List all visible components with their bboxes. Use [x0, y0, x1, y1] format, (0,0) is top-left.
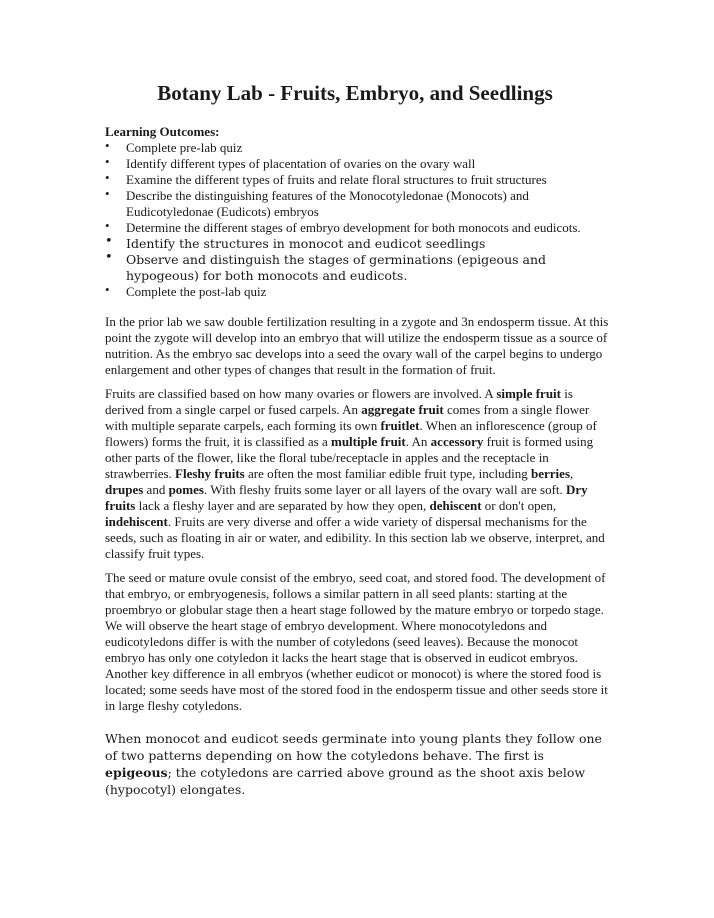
bullet-icon: •	[105, 250, 113, 265]
term-accessory: accessory	[430, 434, 484, 449]
list-item: • Determine the different stages of embryo development for both monocots and eudicots.	[105, 218, 581, 235]
term-simple-fruit: simple fruit	[496, 386, 561, 401]
list-item: • Complete the post-lab quiz	[105, 282, 267, 299]
list-item: • Identify different types of placentation of ovaries on the ovary wall	[105, 154, 476, 171]
learning-outcomes-heading: Learning Outcomes:	[105, 124, 220, 139]
paragraph-fertilization: In the prior lab we saw double fertilization resulting in a zygote and 3n endosperm tissue. At this point the zygote will develop into an embryo that will utilize the endosperm tissue as a source of nutrition. As the embryo sac develops into a seed the ovary wall of the carpel begins to undergo enlargement and other types of changes that result in the formation of fruit.	[105, 314, 609, 377]
term-dry-fruits: Dry fruits	[105, 482, 588, 513]
list-item: • Identify the structures in monocot and eudicot seedlings	[105, 234, 486, 251]
paragraph-fruit-classification: Fruits are classified based on how many ovaries or flowers are involved. A simple fruit is derived from a single carpel or fused carpels. An aggregate fruit comes from a single flower with multiple separate carpels, each forming its own fruitlet. When an inflorescence (group of flowers) forms the fruit, it is classified as a multiple fruit. An accessory fruit is formed using other parts of the flower, like the floral tube/receptacle in apples and the receptacle in strawberries. Fleshy fruits are often the most familiar edible fruit type, including berries, drupes and pomes. With fleshy fruits some layer or all layers of the ovary wall are soft. Dry fruits lack a fleshy layer and are separated by how they open, dehiscent or don't open, indehiscent. Fruits are very diverse and offer a wide variety of dispersal mechanisms for the seeds, such as floating in air or water, and edibility. In this section lab we observe, interpret, and classify fruit types.	[105, 386, 605, 561]
page-title: Botany Lab - Fruits, Embryo, and Seedlings	[157, 81, 553, 105]
list-item: • Complete pre-lab quiz	[105, 138, 243, 155]
list-item: • Examine the different types of fruits and relate floral structures to fruit structures	[105, 170, 547, 187]
learning-outcomes-list	[105, 140, 611, 300]
term-aggregate-fruit: aggregate fruit	[361, 402, 444, 417]
term-pomes: pomes	[168, 482, 204, 497]
document-page	[105, 80, 611, 806]
bullet-icon: •	[105, 186, 110, 201]
term-dehiscent: dehiscent	[429, 498, 482, 513]
list-item: • Describe the distinguishing features of the Monocotyledonae (Monocots) and Eudicotyledonae (Eudicots) embryos	[105, 186, 529, 219]
bullet-icon: •	[105, 282, 110, 297]
bullet-icon: •	[105, 170, 110, 185]
bullet-icon: •	[105, 138, 110, 153]
paragraph-germination: When monocot and eudicot seeds germinate into young plants they follow one of two patterns depending on how the cotyledons behave. The first is epigeous; the cotyledons are carried above ground as the shoot axis below (hypocotyl) elongates.	[105, 731, 602, 797]
term-indehiscent: indehiscent	[105, 514, 168, 529]
term-fruitlet: fruitlet	[380, 418, 420, 433]
term-epigeous: epigeous	[105, 765, 168, 780]
bullet-icon: •	[105, 154, 110, 169]
term-multiple-fruit: multiple fruit	[331, 434, 406, 449]
bullet-icon: •	[105, 218, 110, 233]
term-berries: berries	[531, 466, 570, 481]
list-item: • Observe and distinguish the stages of germinations (epigeous and hypogeous) for both monocots and eudicots.	[105, 250, 547, 283]
bullet-icon: •	[105, 234, 113, 249]
term-drupes: drupes	[105, 482, 144, 497]
paragraph-embryogenesis: The seed or mature ovule consist of the embryo, seed coat, and stored food. The development of that embryo, or embryogenesis, follows a similar pattern in all seed plants: starting at the proembryo or globular stage then a heart stage followed by the mature embryo or torpedo stage. We will observe the heart stage of embryo development. Where monocotyledons and eudicotyledons differ is with the number of cotyledons (seed leaves). Because the monocot embryo has only one cotyledon it lacks the heart stage that is observed in eudicot embryos. Another key difference in all embryos (whether eudicot or monocot) is where the stored food is located; some seeds have most of the stored food in the endosperm tissue and other seeds store it in large fleshy cotyledons.	[105, 570, 608, 713]
term-fleshy-fruits: Fleshy fruits	[175, 466, 245, 481]
